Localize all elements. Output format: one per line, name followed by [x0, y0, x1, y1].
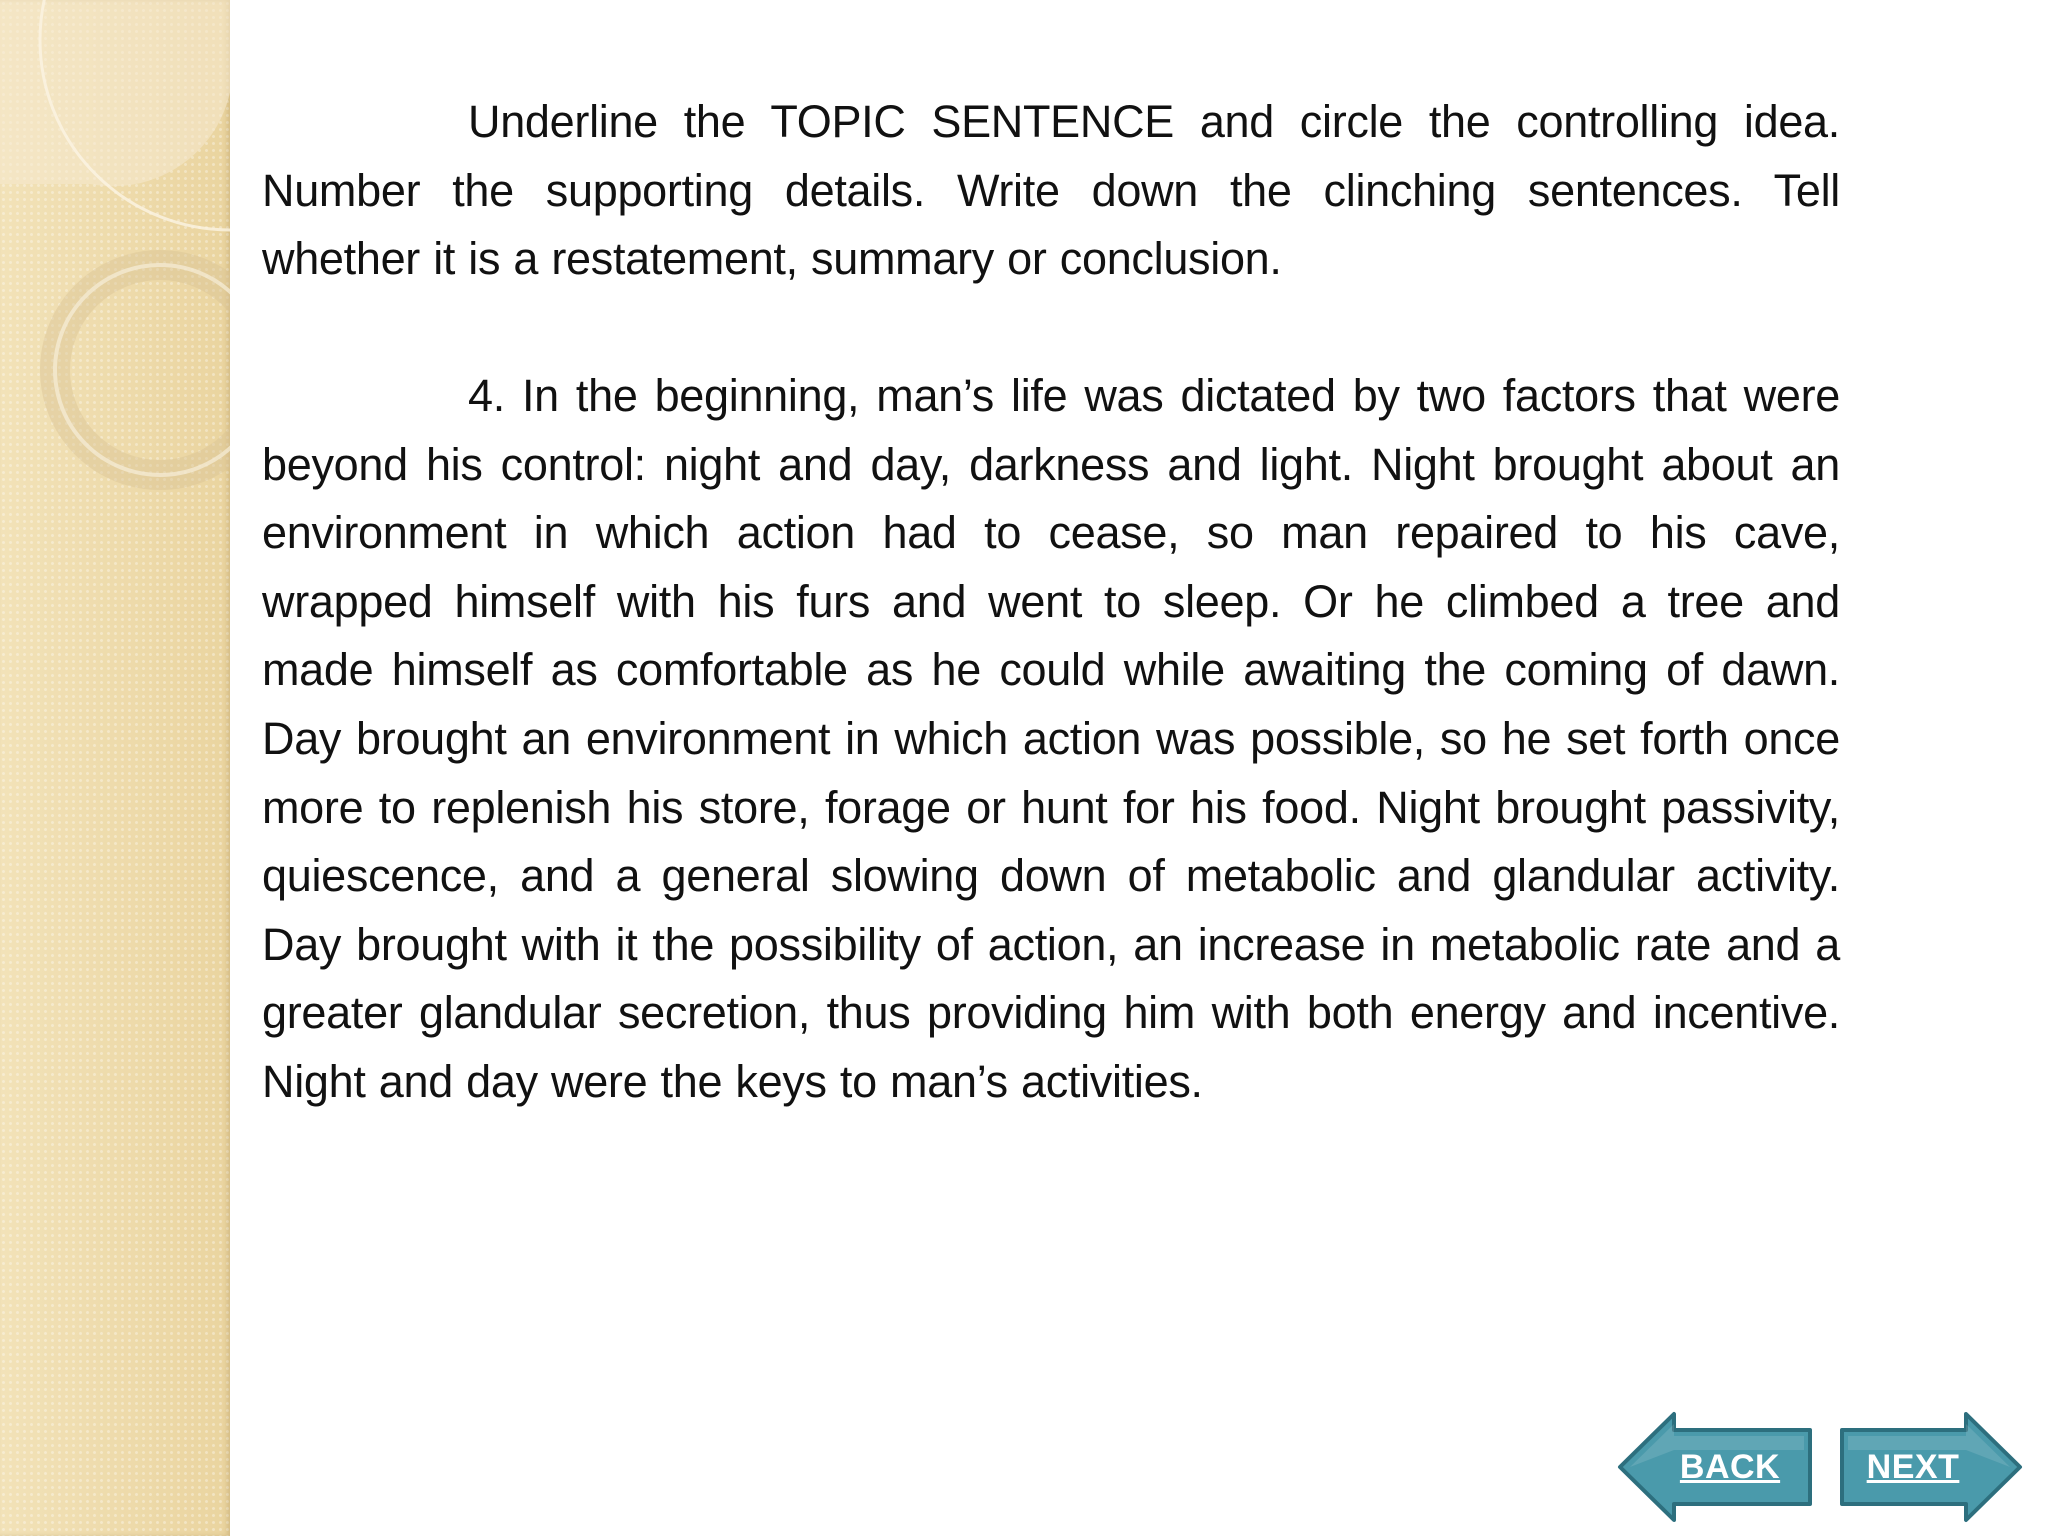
instructions-paragraph: Underline the TOPIC SENTENCE and circle the controlling idea. Number the supporting details. Write down the clinching sentences. Tell whether it is a restatement, summary or conclusion. [262, 96, 1840, 285]
next-button[interactable] [1838, 1410, 2024, 1524]
back-button[interactable] [1616, 1410, 1814, 1524]
decorative-side-panel [0, 0, 230, 1536]
back-button-label[interactable]: BACK [1679, 1447, 1781, 1486]
decorative-rings-icon [0, 0, 230, 520]
next-button-label[interactable]: NEXT [1866, 1447, 1960, 1486]
passage-paragraph: 4. In the beginning, man’s life was dictated by two factors that were beyond his control: night and day, darkness and light. Night brought about an environment in which action had to cease, so man repaired to his cave, wrapped himself with his furs and went to sleep. Or he climbed a tree and made himself as comfortable as he could while awaiting the coming of dawn. Day brought an environment in which action was possible, so he set forth once more to replenish his store, forage or hunt for his food. Night brought passivity, quiescence, and a general slowing down of metabolic and glandular activity. Day brought with it the possibility of action, an increase in metabolic rate and a greater glandular secretion, thus providing him with both energy and incentive. Night and day were the keys to man’s activities. [262, 370, 1840, 1107]
